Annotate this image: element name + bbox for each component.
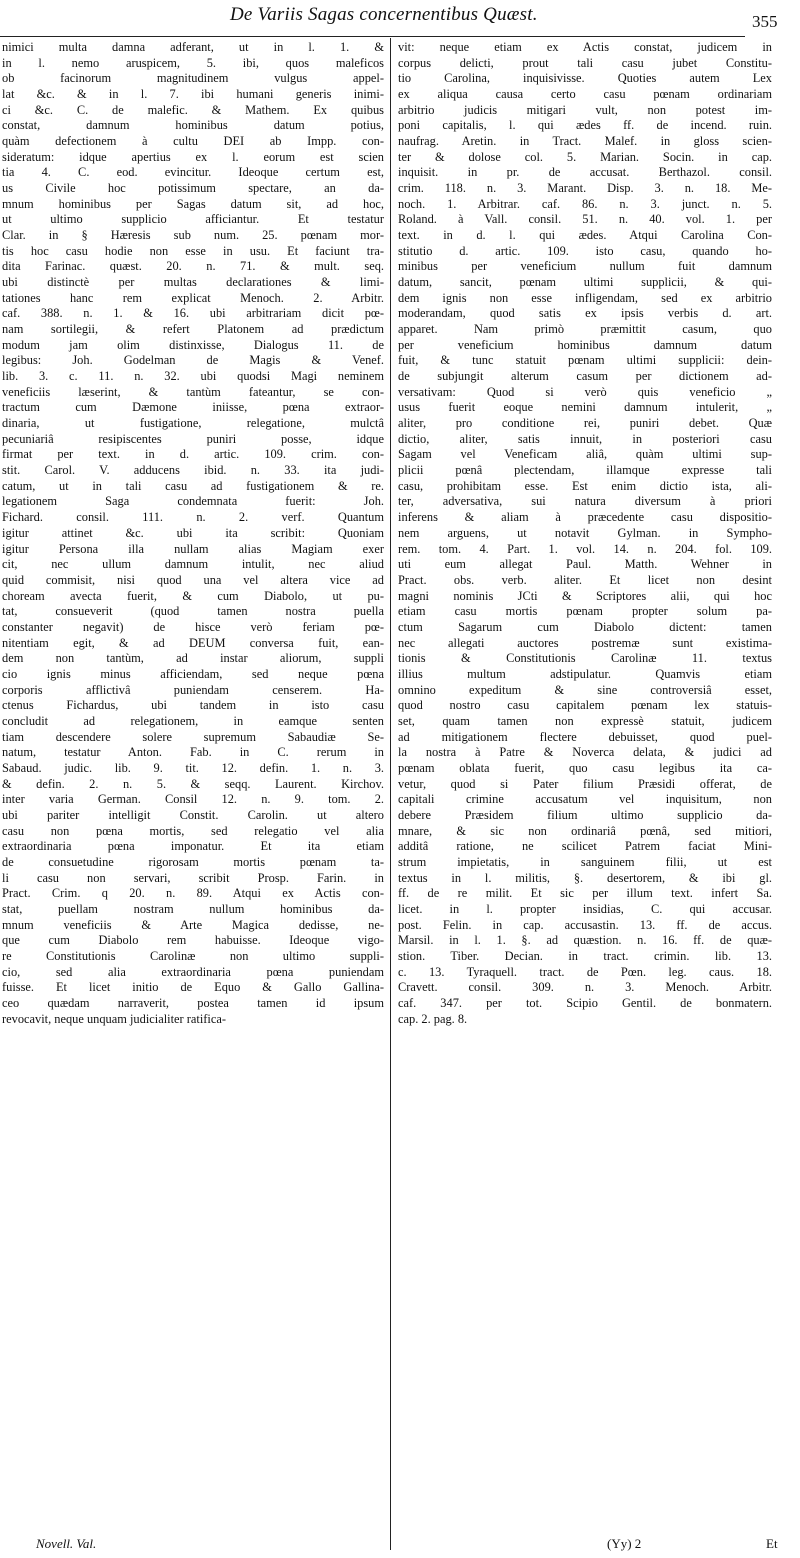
text-line: lat &c. & in l. 7. ibi humani generis inimi- (2, 87, 384, 102)
text-line: Roland. à Vall. consil. 51. n. 40. vol. 1. per (398, 212, 772, 227)
text-line: mnum hominibus per Sagas datum sit, ad hoc, (2, 196, 384, 211)
text-line: inter varia German. Consil 12. n. 9. tom. 2. (2, 792, 384, 807)
text-line: per veneficium hominibus damnum datum (398, 337, 772, 352)
text-line: minibus per veneficium nullum fuit damnum (398, 259, 772, 274)
text-line: ctenus Fichardus, ubi tandem in isto casu (2, 698, 384, 713)
text-line: cio, sed alia extraordinaria pœna puniendam (2, 964, 384, 979)
text-line: illius multum adstipulatur. Quamvis etiam (398, 666, 772, 681)
text-line: etiam casu mortis pœnam propter solum pa- (398, 604, 772, 619)
page-footer (0, 1536, 800, 1558)
text-line: textus in l. militis, §. desertorem, & ibi gl. (398, 870, 772, 885)
text-line: cap. 2. pag. 8. (398, 1011, 468, 1026)
text-line: Sagam vel Veneficam aliâ, quàm ultimi sup- (398, 447, 772, 462)
text-line: dita Farinac. quæst. 20. n. 71. & mult. seq. (2, 259, 384, 274)
header-rule (0, 36, 745, 37)
text-line: magni nominis JCti & Scriptores alii, qui hoc (398, 588, 772, 603)
text-line: us Civile hoc potissimum spectare, an da- (2, 181, 384, 196)
text-line: Pract. obs. verb. aliter. Et licet non desint (398, 572, 772, 587)
text-line: tia 4. C. eod. evincitur. Ideoque certum est, (2, 165, 384, 180)
text-line: casu non pœna mortis, sed relegatio vel alia (2, 823, 384, 838)
text-line: quid commisit, nisi quod una vel altera vice ad (2, 572, 384, 587)
text-line: apparet. Nam primò præmittit casum, quo (398, 322, 772, 337)
text-line: choream avecta fuerit, & cum Diabolo, ut pu- (2, 588, 384, 603)
text-line: vetur, quod si Pater filium Præsidi offerat, de (398, 776, 772, 791)
text-line: ctum Sagarum cum Diabolo dictent: tamen (398, 619, 772, 634)
text-line: crim. 118. n. 3. Marant. Disp. 3. n. 18. Me- (398, 181, 772, 196)
text-line: ff. de re milit. Et sic per illum text. infert Sa. (398, 886, 772, 901)
text-line: noch. 1. Arbitrar. caf. 86. n. 3. junct. n. 5. (398, 196, 772, 211)
text-line: Clar. in § Hæresis sub num. 25. pœnam mor- (2, 228, 384, 243)
text-line: tionis & Constitutionis Carolinæ 11. textus (398, 651, 772, 666)
text-line: extraordinaria pœna imponatur. Et ita etiam (2, 839, 384, 854)
text-line: modum jam olim distinxisse, Dialogus 11. de (2, 337, 384, 352)
text-line: quod nostro casu capitalem pœnam lex statuis- (398, 698, 772, 713)
text-line: stat, puellam nostram nullum hominibus da- (2, 901, 384, 916)
text-line: ceo quædam narraverit, postea tamen id ipsum (2, 995, 384, 1010)
text-line: de subjungit alterum casum per dictionem ad- (398, 369, 772, 384)
text-line: corporis afflictivâ puniendam censerem. Ha- (2, 682, 384, 697)
text-line: dem ignis non esse infligendam, sed ex arbitrio (398, 290, 772, 305)
text-line: datum, sancit, pœnam ultimi supplicii, & qui- (398, 275, 772, 290)
text-line: text. in d. l. qui ædes. Atqui Carolina Con- (398, 228, 772, 243)
text-line: dictio, aliter, satis innuit, in posteriori casu (398, 431, 772, 446)
text-line: ubi distinctè per multas declarationes & limi- (2, 275, 384, 290)
text-line: quàm defectionem à cultu DEI ab Impp. con- (2, 134, 384, 149)
text-line: vit: neque etiam ex Actis constat, judicem in (398, 40, 772, 54)
text-line: Marsil. in l. 1. §. ad quæstion. n. 16. ff. de quæ- (398, 933, 772, 948)
text-line: moderandam, quod satis ex ipsis verbis d. art. (398, 306, 772, 321)
text-line: tio Carolina, inquisivisse. Quoties autem Lex (398, 71, 772, 86)
text-line: set, quam tamen non expressè statuit, judicem (398, 713, 772, 728)
text-line: stion. Tiber. Decian. in tract. crimin. lib. 13. (398, 948, 772, 963)
text-line: fuisse. Et licet initio de Equo & Gallo Gallina- (2, 980, 384, 995)
text-line: caf. 388. n. 1. & 16. ubi arbitrariam dicit pœ- (2, 306, 384, 321)
text-line: igitur Persona illa nullam alias Magiam exer (2, 541, 384, 556)
text-line: inferens & aliam à præcedente casu dispositio- (398, 510, 772, 525)
text-line: debere Præsidem filium ultimo supplicio da- (398, 807, 772, 822)
text-line: constat, damnum hominibus datum potius, (2, 118, 384, 133)
text-line: legationem Saga condemnata fuerit: Joh. (2, 494, 384, 509)
text-line: mnare, & sic non ordinariâ pœnâ, sed mitiori, (398, 823, 772, 838)
text-line: fuit, & tunc statuit pœnam ultimi supplicii: dein- (398, 353, 772, 368)
left-text-column (2, 40, 384, 1027)
text-line: nec allegati auctores postremæ sunt existima- (398, 635, 772, 650)
text-line: inquisit. in pr. de accusat. Berthazol. consil. (398, 165, 772, 180)
footer-catchword-right: Et (766, 1536, 778, 1551)
page-number: 355 (752, 12, 778, 31)
text-line: post. Felin. in cap. accusastin. 13. ff. de accus. (398, 917, 772, 932)
text-line: tis hoc casu hodie non esse in usu. Et faciunt tra- (2, 243, 384, 258)
text-line: lib. 3. c. 11. n. 32. ubi quodsi Magi neminem (2, 369, 384, 384)
text-line: tationes hanc rem explicat Menoch. 2. Arbitr. (2, 290, 384, 305)
text-line: ci &c. C. de malefic. & Mathem. Ex quibus (2, 102, 384, 117)
text-line: poni capitalis, l. qui ædes ff. de incend. ruin. (398, 118, 772, 133)
text-line: natum, testatur Anton. Fab. in C. rerum in (2, 745, 384, 760)
text-line: tat, consueverit (quod tamen nostra puella (2, 604, 384, 619)
text-line: in l. nemo aruspicem, 5. ibi, quos maleficos (2, 55, 384, 70)
text-line: Fichard. consil. 111. n. 2. verf. Quantum (2, 510, 384, 525)
text-line: ad mitigationem flectere debuisset, quod puel- (398, 729, 772, 744)
text-line: tiam descendere solere supremum Sabaudiæ Se- (2, 729, 384, 744)
text-line: mnum veneficiis & Arte Magica dedisse, ne- (2, 917, 384, 932)
text-line: naufrag. Aretin. in Tract. Malef. in gloss scien- (398, 134, 772, 149)
signature-mark: (Yy) 2 (607, 1536, 642, 1551)
text-line: legibus: Joh. Godelman de Magis & Venef. (2, 353, 384, 368)
text-line: dem non tantùm, ad instar aliorum, suppli (2, 651, 384, 666)
text-line: pecuniariâ resipiscentes puniri posse, idque (2, 431, 384, 446)
text-line: casu, prohibitam esse. Est enim dictio ista, ali- (398, 478, 772, 493)
text-line: corpus delicti, prout tali casu jubet Constitu- (398, 55, 772, 70)
text-line: ter & dolose col. 5. Marian. Socin. in cap. (398, 149, 772, 164)
text-line: caf. 347. per tot. Scipio Gentil. de bonmatern. (398, 995, 772, 1010)
text-line: la nostra à Patre & Noverca delata, & judici ad (398, 745, 772, 760)
text-line: li casu non servari, scribit Prosp. Farin. in (2, 870, 384, 885)
text-line: versativam: Quod si verò quis veneficio „ (398, 384, 772, 399)
text-line: usus fuerit eoque nemini damnum intulerit, „ (398, 400, 772, 415)
text-line: uti eum allegat Paul. Matth. Wehner in (398, 557, 772, 572)
text-line: nitentiam egit, & ad DEUM conversa fuit, ean- (2, 635, 384, 650)
text-line: cit, nec ullum damnum intulit, nec aliud (2, 557, 384, 572)
text-line: c. 13. Tyraquell. tract. de Pœn. leg. caus. 18. (398, 964, 772, 979)
text-line: igitur attinet &c. ubi ita scribit: Quoniam (2, 525, 384, 540)
text-line: concludit ad relegationem, in eamque senten (2, 713, 384, 728)
text-line: sideratum: idque apertius ex l. eorum est scien (2, 149, 384, 164)
text-line: ubi pariter intelligit Constit. Carolin. ut altero (2, 807, 384, 822)
text-line: tractum cum Dæmone iniisse, pœna extraor- (2, 400, 384, 415)
column-divider (390, 38, 391, 1550)
text-line: omnino expeditum & sine controversiâ esset, (398, 682, 772, 697)
text-line: & defin. 2. n. 5. & seqq. Laurent. Kirchov. (2, 776, 384, 791)
text-line: ex aliqua causa certo casu pœnam ordinariam (398, 87, 772, 102)
text-line: strum impietatis, in sanguinem filii, ut est (398, 854, 772, 869)
text-line: catum, ut in tali casu ad fustigationem & re. (2, 478, 384, 493)
text-line: nam sortilegii, & refert Platonem ad prædictum (2, 322, 384, 337)
text-line: Sabaud. judic. lib. 9. tit. 12. defin. 1. n. 3. (2, 760, 384, 775)
text-line: stit. Carol. V. adducens ibid. n. 33. ita judi- (2, 463, 384, 478)
running-title: De Variis Sagas concernentibus Quæst. (230, 4, 538, 25)
text-line: re Constitutionis Carolinæ non ultimo suppli- (2, 948, 384, 963)
text-line: ter, adversativa, sui natura diversum à priori (398, 494, 772, 509)
text-line: pœnam oblata fuerit, quo casu legibus ita ca- (398, 760, 772, 775)
text-line: additâ ratione, ne scilicet Patrem faciat Mini- (398, 839, 772, 854)
text-line: arbitrio judicis mitigari vult, non potest im- (398, 102, 772, 117)
text-line: firmat per text. in d. artic. 109. crim. con- (2, 447, 384, 462)
text-line: plicii pœnâ plectendam, illamque expresse tali (398, 463, 772, 478)
text-line: revocavit, neque unquam judicialiter ratifica- (2, 1011, 226, 1026)
text-line: constanter negavit) de hisce verò feriam pœ- (2, 619, 384, 634)
text-line: aliter, pro conditione rei, puniri debet. Quæ (398, 416, 772, 431)
text-line: que cum Diabolo rem habuisse. Ideoque vigo- (2, 933, 384, 948)
text-line: ob facinorum magnitudinem vulgus appel- (2, 71, 384, 86)
right-text-column (398, 40, 772, 1027)
text-line: licet. in l. propter insidias, C. qui accusar. (398, 901, 772, 916)
text-line: veneficiis læserint, & tantùm fateantur, se con- (2, 384, 384, 399)
text-line: stitutio d. artic. 109. isto casu, quando ho- (398, 243, 772, 258)
text-line: de consuetudine rigorosam mortis pœnam ta- (2, 854, 384, 869)
text-line: nimici multa damna adferant, ut in l. 1. & (2, 40, 384, 54)
text-line: Cravett. consil. 309. n. 3. Menoch. Arbitr. (398, 980, 772, 995)
text-line: ut ultimo supplicio afficiantur. Et testatur (2, 212, 384, 227)
text-line: cio ignis minus afficiendam, sed neque pœna (2, 666, 384, 681)
text-line: nem arguens, ut notavit Gylman. in Sympho- (398, 525, 772, 540)
text-line: dinaria, ut fustigatione, relegatione, mulctâ (2, 416, 384, 431)
footer-catchword-left: Novell. Val. (36, 1536, 97, 1551)
text-line: Pract. Crim. q 20. n. 89. Atqui ex Actis con- (2, 886, 384, 901)
text-line: capitali crimine accusatum vel inquisitum, non (398, 792, 772, 807)
text-line: rem. tom. 4. Part. 1. vol. 14. n. 204. fol. 109. (398, 541, 772, 556)
